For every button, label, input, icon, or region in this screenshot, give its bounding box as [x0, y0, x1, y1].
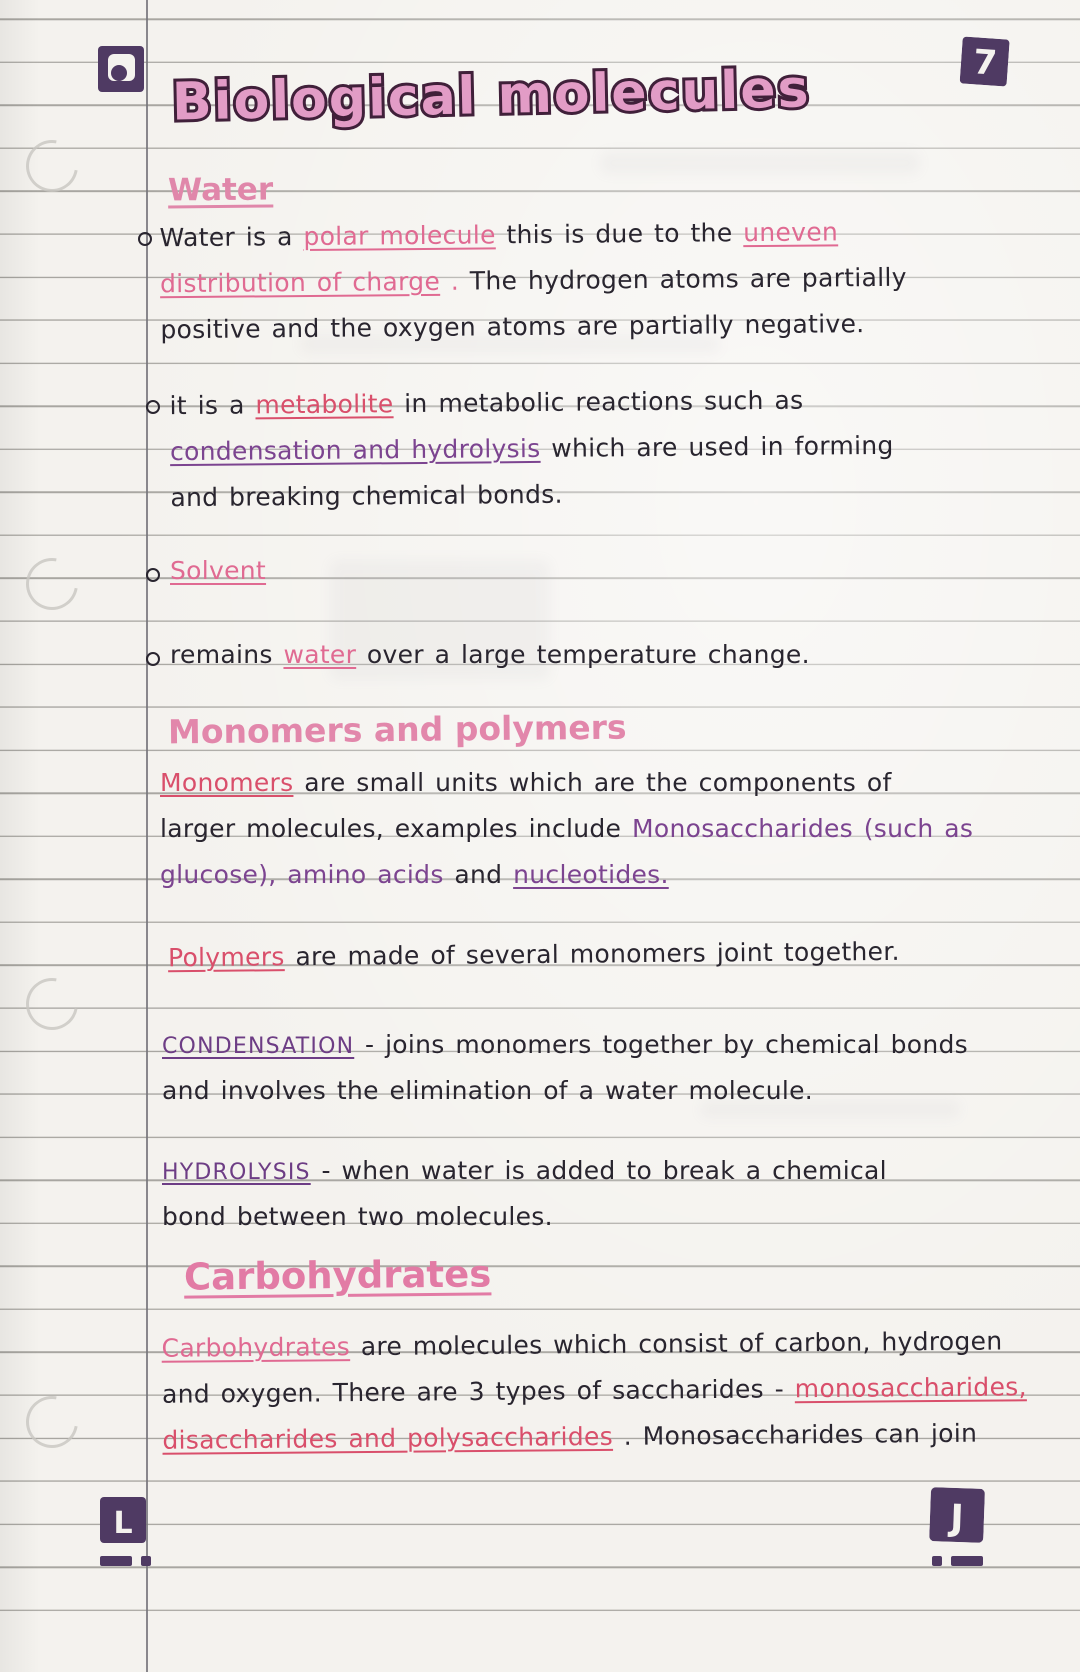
- handwritten-line: and oxygen. There are 3 types of saccharides - monosaccharides,: [161, 1372, 1027, 1409]
- handwritten-line: condensation and hydrolysis which are used in forming: [169, 430, 894, 467]
- handwritten-line: distribution of charge . The hydrogen atoms are partially: [159, 262, 907, 299]
- bullet-marker: [146, 568, 160, 582]
- scan-marker-bottom-right-icon: [929, 1487, 985, 1547]
- section-heading-monomers: Monomers and polymers: [167, 707, 627, 752]
- handwritten-line: and breaking chemical bonds.: [170, 479, 563, 513]
- handwritten-line: bond between two molecules.: [162, 1202, 553, 1231]
- svg-text:7: 7: [971, 42, 999, 84]
- hydrolysis-definition: [162, 1148, 887, 1240]
- handwritten-line: Carbohydrates are molecules which consist of carbon, hydrogen: [161, 1326, 1003, 1363]
- monomers-intro: [160, 760, 973, 898]
- handwritten-line: Polymers are made of several monomers joint together.: [167, 936, 900, 973]
- handwritten-line: CONDENSATION - joins monomers together by chemical bonds: [162, 1030, 968, 1059]
- scan-marker-top-left-icon: [98, 46, 144, 96]
- handwritten-line: larger molecules, examples include Monosaccharides (such as: [160, 814, 974, 843]
- water-bullet-metabolite: [169, 377, 894, 521]
- scan-marker-bottom-left-icon: [100, 1497, 146, 1547]
- handwritten-line: remains water over a large temperature change.: [170, 640, 810, 669]
- handwritten-line: glucose), amino acids and nucleotides.: [160, 860, 669, 889]
- section-heading-water: Water: [167, 171, 274, 209]
- svg-text:L: L: [113, 1506, 133, 1541]
- handwritten-line: disaccharides and polysaccharides . Monosaccharides can join: [162, 1418, 978, 1455]
- handwritten-line: HYDROLYSIS - when water is added to break a chemical: [162, 1156, 887, 1185]
- handwritten-line: Solvent: [170, 556, 267, 585]
- scan-marker-bottom-left-dots: [100, 1556, 151, 1566]
- condensation-definition: [162, 1022, 968, 1114]
- hole-punch: [16, 968, 88, 1040]
- water-bullet-solvent: [170, 548, 266, 594]
- handwritten-line: Monomers are small units which are the components of: [160, 768, 892, 797]
- carbohydrates-body: [161, 1318, 1027, 1464]
- page-title: Biological molecules: [171, 59, 812, 133]
- hole-punch: [16, 1386, 88, 1458]
- handwritten-line: Water is a polar molecule this is due to the uneven: [159, 217, 839, 253]
- bleed-through-mark: [600, 152, 920, 174]
- bullet-marker: [138, 232, 152, 246]
- margin-line: [146, 0, 148, 1672]
- hole-punch: [16, 130, 88, 202]
- bullet-marker: [146, 400, 160, 414]
- bullet-marker: [146, 652, 160, 666]
- hole-punch: [16, 548, 88, 620]
- water-bullet-polar: [159, 209, 907, 354]
- water-bullet-temperature: [170, 632, 810, 678]
- handwritten-line: it is a metabolite in metabolic reactions such as: [169, 385, 804, 421]
- polymers-definition: [168, 929, 900, 981]
- section-heading-carbohydrates: Carbohydrates: [183, 1252, 492, 1299]
- handwritten-line: positive and the oxygen atoms are partially negative.: [160, 309, 865, 345]
- scan-marker-top-right-icon: [959, 36, 1009, 90]
- handwritten-line: and involves the elimination of a water molecule.: [162, 1076, 814, 1105]
- scan-marker-bottom-right-dots: [932, 1556, 983, 1566]
- svg-text:J: J: [949, 1497, 965, 1540]
